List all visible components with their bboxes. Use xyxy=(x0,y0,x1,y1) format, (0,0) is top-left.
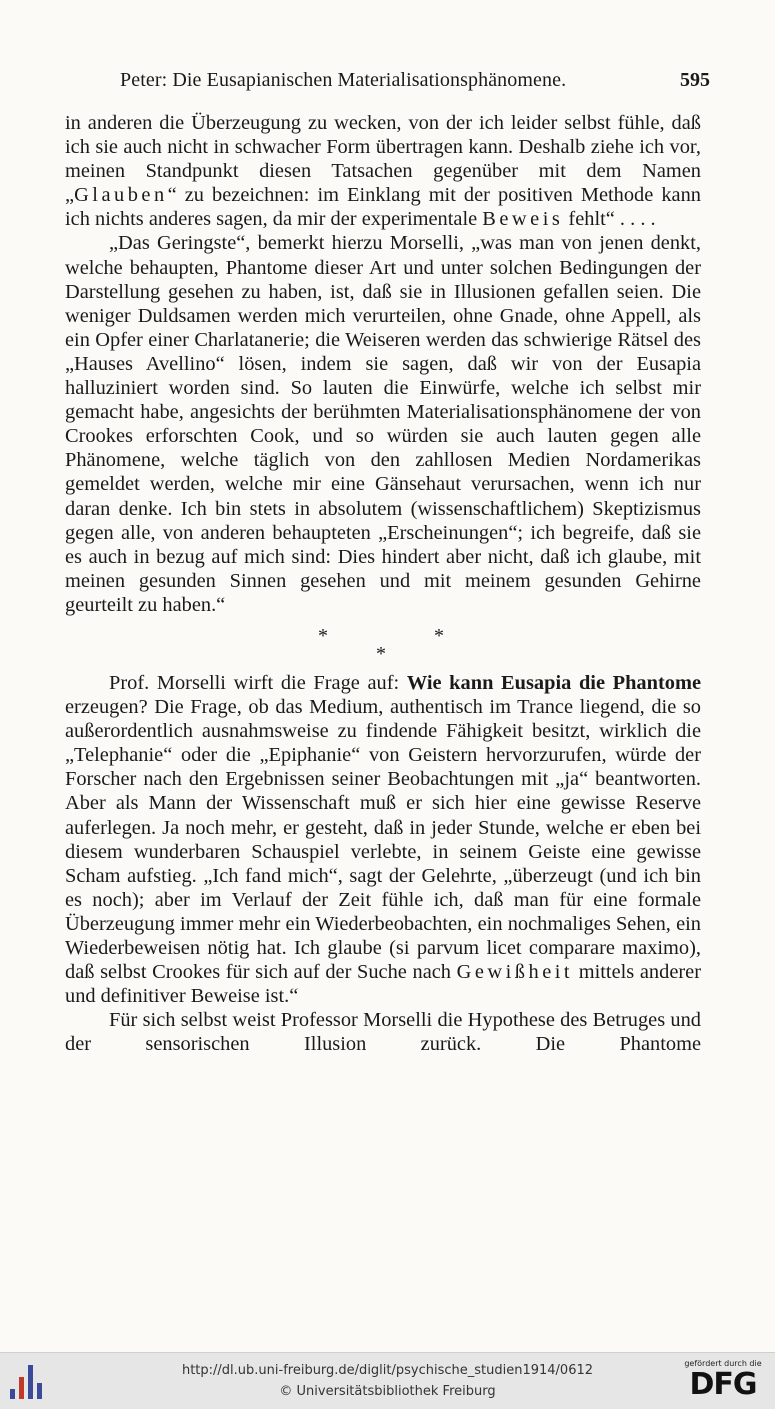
paragraph-1 xyxy=(65,111,701,231)
paragraph-3b-text: erzeugen? Die Frage, ob das Medium, authentisch im Trance liegend, die so außerordentlich ausnahmsweise zu findende Fähigkeit besitzt, wirklich die „Telephanie“ oder die „Epiphanie“ von Geistern hervorzurufen, würde der Forscher nach den Ergebnissen seiner Beobachtungen mit „ja“ beantworten. Aber als Mann der Wissenschaft muß er sich hier eine gewisse Reserve auferlegen. Ja noch mehr, er gesteht, daß in jeder Stunde, welche er eben bei diesem wunderbaren Schauspiel verlebte, in seinem Geiste eine gewisse Scham aufstieg. „Ich fand mich“, sagt der Gelehrte, „überzeugt (und ich bin es noch); aber im Verlauf der Zeit fühle ich, daß man für eine formale Überzeugung immer mehr ein Wiederbeobachten, ein nochmaliges Sehen, ein Wiederbeweisen nötig hat. Ich glaube (si parvum licet comparare maximo), daß selbst Crookes für sich auf der Suche nach xyxy=(65,696,701,984)
viewer-footer xyxy=(0,1352,775,1409)
separator-star-center: * xyxy=(376,642,386,665)
paragraph-3c-text: mittels anderer und definitiver Beweise ist.“ xyxy=(65,961,702,1008)
section-separator xyxy=(65,621,701,665)
separator-star-right: * xyxy=(434,624,444,647)
spaced-word-glauben: Glauben xyxy=(74,184,168,207)
page-header xyxy=(120,66,710,94)
paragraph-3a-text: Prof. Morselli wirft die Frage auf: xyxy=(109,671,407,694)
paragraph-4: Für sich selbst weist Professor Morselli die Hypothese des Betruges und der sensorischen Illusion zurück. Die Phantome xyxy=(65,1009,701,1056)
paragraph-1c-text: fehlt“ . . . . xyxy=(563,208,656,231)
paragraph-2: „Das Geringste“, bemerkt hierzu Morselli, „was man von jenen denkt, welche behaupten, Phantome dieser Art und unter solchen Bedingungen der Darstellung gesehen zu haben, ist, daß sie in Illusionen gefallen seien. Die weniger Duldsamen werden mich verurteilen, ohne Gnade, ohne Appell, als ein Opfer einer Charlatanerie; die Weiseren werden das schwierige Rätsel des „Hauses Avellino“ lösen, indem sie sagen, daß wir von der Eusapia halluziniert worden sind. So lauten die Einwürfe, welche ich selbst mir gemacht habe, angesichts der berühmten Materialisationsphänomene der von Crookes erforschten Cook, und so würden sie auch lauten gegen alle Phänomene, welche täglich von den zahllosen Medien Nordamerikas gemeldet werden, welche mir eine Gänsehaut verursachen, wenn ich nur daran denke. Ich bin stets in absolutem (wissenschaftlichem) Skeptizismus gegen alle, von anderen behaupteten „Erscheinungen“; ich begreife, daß sie es auch in bezug auf mich sind: Dies hindert aber nicht, daß ich glaube, mit meinen gesunden Sinnen gesehen und mit meinem gesunden Gehirne geurteilt zu haben.“ xyxy=(65,232,701,616)
paragraph-1b-text: “ zu bezeichnen: im Einklang mit der positiven Methode kann ich nichts anderes sagen, da mir der experimentale xyxy=(65,184,701,231)
page-number: 595 xyxy=(680,69,710,91)
paragraph-3-bold-question: Wie kann Eusapia die Phantome xyxy=(406,671,701,694)
running-title: Peter: Die Eusapianischen Materialisationsphänomene. xyxy=(120,69,567,91)
dfg-note: gefördert durch die xyxy=(684,1359,762,1368)
copyright-notice: © Universitätsbibliothek Freiburg xyxy=(279,1384,496,1399)
dfg-logo: DFG xyxy=(689,1367,757,1402)
dfg-funding-badge xyxy=(681,1359,765,1405)
separator-star-left: * xyxy=(318,624,328,647)
paragraph-1-text: in anderen die Überzeugung zu wecken, von der ich leider selbst fühle, daß ich sie auch nicht in schwacher Form übertragen kann. Deshalb ziehe ich vor, meinen Standpunkt diesen Tatsachen gegenüber mit dem Namen „ xyxy=(65,112,701,207)
paragraph-3 xyxy=(65,671,701,1008)
spaced-word-beweis: Beweis xyxy=(482,208,564,231)
spaced-word-gewissheit: Gewißheit xyxy=(456,961,574,984)
body-text xyxy=(65,111,701,1056)
permalink-url[interactable]: http://dl.ub.uni-freiburg.de/diglit/psychische_studien1914/0612 xyxy=(181,1363,594,1378)
